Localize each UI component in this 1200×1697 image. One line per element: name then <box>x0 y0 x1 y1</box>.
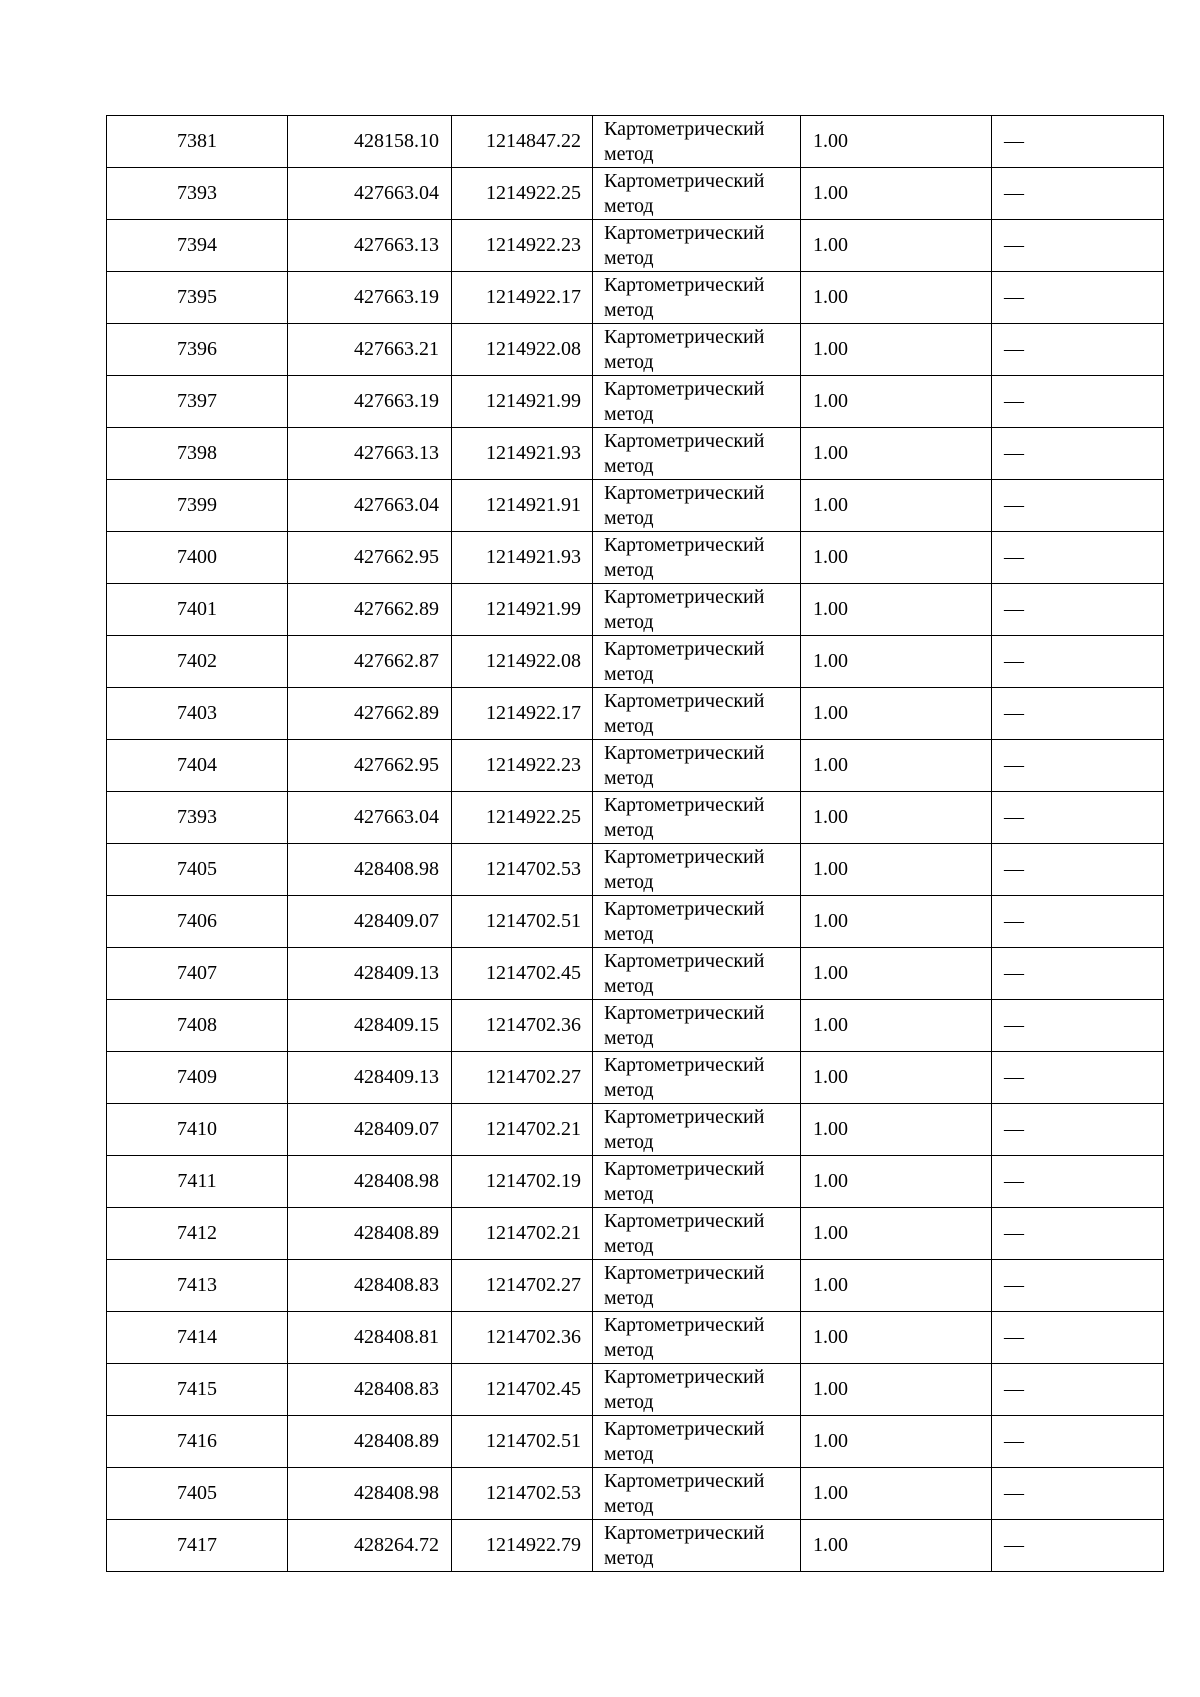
x-coordinate-cell: 427662.87 <box>288 636 452 688</box>
method-cell: Картометрический метод <box>593 636 801 688</box>
y-coordinate-cell: 1214922.08 <box>452 636 593 688</box>
method-cell: Картометрический метод <box>593 168 801 220</box>
x-coordinate-cell: 428408.98 <box>288 844 452 896</box>
accuracy-cell: 1.00 <box>801 1416 992 1468</box>
x-coordinate-cell: 427663.04 <box>288 480 452 532</box>
x-coordinate-cell: 428408.83 <box>288 1260 452 1312</box>
accuracy-cell: 1.00 <box>801 1312 992 1364</box>
table-row <box>107 116 1164 168</box>
method-cell: Картометрический метод <box>593 532 801 584</box>
table-row <box>107 1104 1164 1156</box>
table-row <box>107 584 1164 636</box>
accuracy-cell: 1.00 <box>801 896 992 948</box>
point-number-cell: 7405 <box>107 844 288 896</box>
description-cell: — <box>992 1312 1164 1364</box>
point-number-cell: 7416 <box>107 1416 288 1468</box>
x-coordinate-cell: 428264.72 <box>288 1520 452 1572</box>
table-row <box>107 896 1164 948</box>
table-row <box>107 948 1164 1000</box>
y-coordinate-cell: 1214702.51 <box>452 896 593 948</box>
table-row <box>107 428 1164 480</box>
description-cell: — <box>992 1156 1164 1208</box>
method-cell: Картометрический метод <box>593 324 801 376</box>
description-cell: — <box>992 1468 1164 1520</box>
table-row <box>107 1520 1164 1572</box>
y-coordinate-cell: 1214702.53 <box>452 844 593 896</box>
description-cell: — <box>992 532 1164 584</box>
accuracy-cell: 1.00 <box>801 792 992 844</box>
y-coordinate-cell: 1214702.36 <box>452 1000 593 1052</box>
x-coordinate-cell: 428409.15 <box>288 1000 452 1052</box>
accuracy-cell: 1.00 <box>801 272 992 324</box>
point-number-cell: 7408 <box>107 1000 288 1052</box>
table-row <box>107 1000 1164 1052</box>
y-coordinate-cell: 1214922.17 <box>452 688 593 740</box>
method-cell: Картометрический метод <box>593 1520 801 1572</box>
description-cell: — <box>992 168 1164 220</box>
y-coordinate-cell: 1214702.27 <box>452 1260 593 1312</box>
method-cell: Картометрический метод <box>593 480 801 532</box>
y-coordinate-cell: 1214702.27 <box>452 1052 593 1104</box>
accuracy-cell: 1.00 <box>801 480 992 532</box>
description-cell: — <box>992 1364 1164 1416</box>
x-coordinate-cell: 427662.95 <box>288 740 452 792</box>
x-coordinate-cell: 428409.13 <box>288 1052 452 1104</box>
x-coordinate-cell: 427663.19 <box>288 272 452 324</box>
y-coordinate-cell: 1214922.17 <box>452 272 593 324</box>
y-coordinate-cell: 1214702.51 <box>452 1416 593 1468</box>
point-number-cell: 7417 <box>107 1520 288 1572</box>
accuracy-cell: 1.00 <box>801 1052 992 1104</box>
table-row <box>107 168 1164 220</box>
method-cell: Картометрический метод <box>593 584 801 636</box>
accuracy-cell: 1.00 <box>801 1104 992 1156</box>
table-row <box>107 272 1164 324</box>
table-row <box>107 1364 1164 1416</box>
accuracy-cell: 1.00 <box>801 636 992 688</box>
method-cell: Картометрический метод <box>593 1416 801 1468</box>
table-row <box>107 324 1164 376</box>
y-coordinate-cell: 1214702.45 <box>452 1364 593 1416</box>
description-cell: — <box>992 584 1164 636</box>
description-cell: — <box>992 1208 1164 1260</box>
table-row <box>107 1208 1164 1260</box>
x-coordinate-cell: 427662.89 <box>288 688 452 740</box>
x-coordinate-cell: 428409.13 <box>288 948 452 1000</box>
x-coordinate-cell: 428408.89 <box>288 1416 452 1468</box>
y-coordinate-cell: 1214922.79 <box>452 1520 593 1572</box>
accuracy-cell: 1.00 <box>801 324 992 376</box>
accuracy-cell: 1.00 <box>801 116 992 168</box>
accuracy-cell: 1.00 <box>801 1208 992 1260</box>
table-row <box>107 740 1164 792</box>
table-row <box>107 1260 1164 1312</box>
point-number-cell: 7398 <box>107 428 288 480</box>
point-number-cell: 7402 <box>107 636 288 688</box>
description-cell: — <box>992 1104 1164 1156</box>
accuracy-cell: 1.00 <box>801 1520 992 1572</box>
point-number-cell: 7407 <box>107 948 288 1000</box>
accuracy-cell: 1.00 <box>801 740 992 792</box>
x-coordinate-cell: 428409.07 <box>288 896 452 948</box>
method-cell: Картометрический метод <box>593 740 801 792</box>
table-row <box>107 220 1164 272</box>
point-number-cell: 7415 <box>107 1364 288 1416</box>
description-cell: — <box>992 792 1164 844</box>
y-coordinate-cell: 1214922.23 <box>452 740 593 792</box>
description-cell: — <box>992 116 1164 168</box>
method-cell: Картометрический метод <box>593 792 801 844</box>
point-number-cell: 7405 <box>107 1468 288 1520</box>
y-coordinate-cell: 1214702.36 <box>452 1312 593 1364</box>
description-cell: — <box>992 688 1164 740</box>
point-number-cell: 7394 <box>107 220 288 272</box>
method-cell: Картометрический метод <box>593 1364 801 1416</box>
point-number-cell: 7400 <box>107 532 288 584</box>
accuracy-cell: 1.00 <box>801 1468 992 1520</box>
table-row <box>107 688 1164 740</box>
accuracy-cell: 1.00 <box>801 844 992 896</box>
accuracy-cell: 1.00 <box>801 220 992 272</box>
description-cell: — <box>992 740 1164 792</box>
x-coordinate-cell: 428409.07 <box>288 1104 452 1156</box>
y-coordinate-cell: 1214702.45 <box>452 948 593 1000</box>
table-row <box>107 532 1164 584</box>
x-coordinate-cell: 427663.04 <box>288 792 452 844</box>
method-cell: Картометрический метод <box>593 688 801 740</box>
description-cell: — <box>992 480 1164 532</box>
point-number-cell: 7409 <box>107 1052 288 1104</box>
y-coordinate-cell: 1214702.21 <box>452 1104 593 1156</box>
y-coordinate-cell: 1214702.53 <box>452 1468 593 1520</box>
accuracy-cell: 1.00 <box>801 168 992 220</box>
point-number-cell: 7414 <box>107 1312 288 1364</box>
accuracy-cell: 1.00 <box>801 428 992 480</box>
x-coordinate-cell: 427662.89 <box>288 584 452 636</box>
description-cell: — <box>992 1052 1164 1104</box>
description-cell: — <box>992 1416 1164 1468</box>
point-number-cell: 7403 <box>107 688 288 740</box>
y-coordinate-cell: 1214922.23 <box>452 220 593 272</box>
description-cell: — <box>992 376 1164 428</box>
method-cell: Картометрический метод <box>593 272 801 324</box>
x-coordinate-cell: 428408.81 <box>288 1312 452 1364</box>
description-cell: — <box>992 896 1164 948</box>
accuracy-cell: 1.00 <box>801 948 992 1000</box>
x-coordinate-cell: 427663.04 <box>288 168 452 220</box>
x-coordinate-cell: 428158.10 <box>288 116 452 168</box>
method-cell: Картометрический метод <box>593 116 801 168</box>
method-cell: Картометрический метод <box>593 1104 801 1156</box>
x-coordinate-cell: 427662.95 <box>288 532 452 584</box>
y-coordinate-cell: 1214921.93 <box>452 532 593 584</box>
method-cell: Картометрический метод <box>593 1156 801 1208</box>
table-row <box>107 1468 1164 1520</box>
x-coordinate-cell: 428408.89 <box>288 1208 452 1260</box>
y-coordinate-cell: 1214847.22 <box>452 116 593 168</box>
y-coordinate-cell: 1214702.21 <box>452 1208 593 1260</box>
description-cell: — <box>992 220 1164 272</box>
x-coordinate-cell: 428408.83 <box>288 1364 452 1416</box>
table-row <box>107 844 1164 896</box>
y-coordinate-cell: 1214921.99 <box>452 584 593 636</box>
y-coordinate-cell: 1214922.08 <box>452 324 593 376</box>
accuracy-cell: 1.00 <box>801 1000 992 1052</box>
point-number-cell: 7393 <box>107 168 288 220</box>
point-number-cell: 7404 <box>107 740 288 792</box>
accuracy-cell: 1.00 <box>801 376 992 428</box>
y-coordinate-cell: 1214702.19 <box>452 1156 593 1208</box>
point-number-cell: 7393 <box>107 792 288 844</box>
table-row <box>107 480 1164 532</box>
accuracy-cell: 1.00 <box>801 584 992 636</box>
description-cell: — <box>992 844 1164 896</box>
x-coordinate-cell: 427663.21 <box>288 324 452 376</box>
table-row <box>107 792 1164 844</box>
point-number-cell: 7413 <box>107 1260 288 1312</box>
method-cell: Картометрический метод <box>593 844 801 896</box>
accuracy-cell: 1.00 <box>801 1260 992 1312</box>
x-coordinate-cell: 428408.98 <box>288 1156 452 1208</box>
table-row <box>107 636 1164 688</box>
point-number-cell: 7396 <box>107 324 288 376</box>
point-number-cell: 7406 <box>107 896 288 948</box>
point-number-cell: 7381 <box>107 116 288 168</box>
table-row <box>107 1416 1164 1468</box>
method-cell: Картометрический метод <box>593 1000 801 1052</box>
point-number-cell: 7401 <box>107 584 288 636</box>
method-cell: Картометрический метод <box>593 896 801 948</box>
x-coordinate-cell: 428408.98 <box>288 1468 452 1520</box>
method-cell: Картометрический метод <box>593 376 801 428</box>
description-cell: — <box>992 636 1164 688</box>
method-cell: Картометрический метод <box>593 1260 801 1312</box>
x-coordinate-cell: 427663.13 <box>288 220 452 272</box>
description-cell: — <box>992 948 1164 1000</box>
description-cell: — <box>992 1520 1164 1572</box>
point-number-cell: 7412 <box>107 1208 288 1260</box>
method-cell: Картометрический метод <box>593 1468 801 1520</box>
point-number-cell: 7395 <box>107 272 288 324</box>
table-row <box>107 1156 1164 1208</box>
method-cell: Картометрический метод <box>593 1052 801 1104</box>
y-coordinate-cell: 1214922.25 <box>452 792 593 844</box>
x-coordinate-cell: 427663.19 <box>288 376 452 428</box>
x-coordinate-cell: 427663.13 <box>288 428 452 480</box>
method-cell: Картометрический метод <box>593 1312 801 1364</box>
description-cell: — <box>992 1260 1164 1312</box>
table-row <box>107 1052 1164 1104</box>
method-cell: Картометрический метод <box>593 220 801 272</box>
description-cell: — <box>992 324 1164 376</box>
method-cell: Картометрический метод <box>593 948 801 1000</box>
method-cell: Картометрический метод <box>593 428 801 480</box>
y-coordinate-cell: 1214921.93 <box>452 428 593 480</box>
coordinates-table-body <box>107 116 1164 1572</box>
accuracy-cell: 1.00 <box>801 688 992 740</box>
description-cell: — <box>992 428 1164 480</box>
y-coordinate-cell: 1214922.25 <box>452 168 593 220</box>
point-number-cell: 7410 <box>107 1104 288 1156</box>
accuracy-cell: 1.00 <box>801 1156 992 1208</box>
point-number-cell: 7397 <box>107 376 288 428</box>
table-row <box>107 1312 1164 1364</box>
y-coordinate-cell: 1214921.91 <box>452 480 593 532</box>
description-cell: — <box>992 272 1164 324</box>
y-coordinate-cell: 1214921.99 <box>452 376 593 428</box>
description-cell: — <box>992 1000 1164 1052</box>
method-cell: Картометрический метод <box>593 1208 801 1260</box>
table-row <box>107 376 1164 428</box>
point-number-cell: 7399 <box>107 480 288 532</box>
coordinates-table <box>106 115 1164 1572</box>
accuracy-cell: 1.00 <box>801 532 992 584</box>
point-number-cell: 7411 <box>107 1156 288 1208</box>
accuracy-cell: 1.00 <box>801 1364 992 1416</box>
